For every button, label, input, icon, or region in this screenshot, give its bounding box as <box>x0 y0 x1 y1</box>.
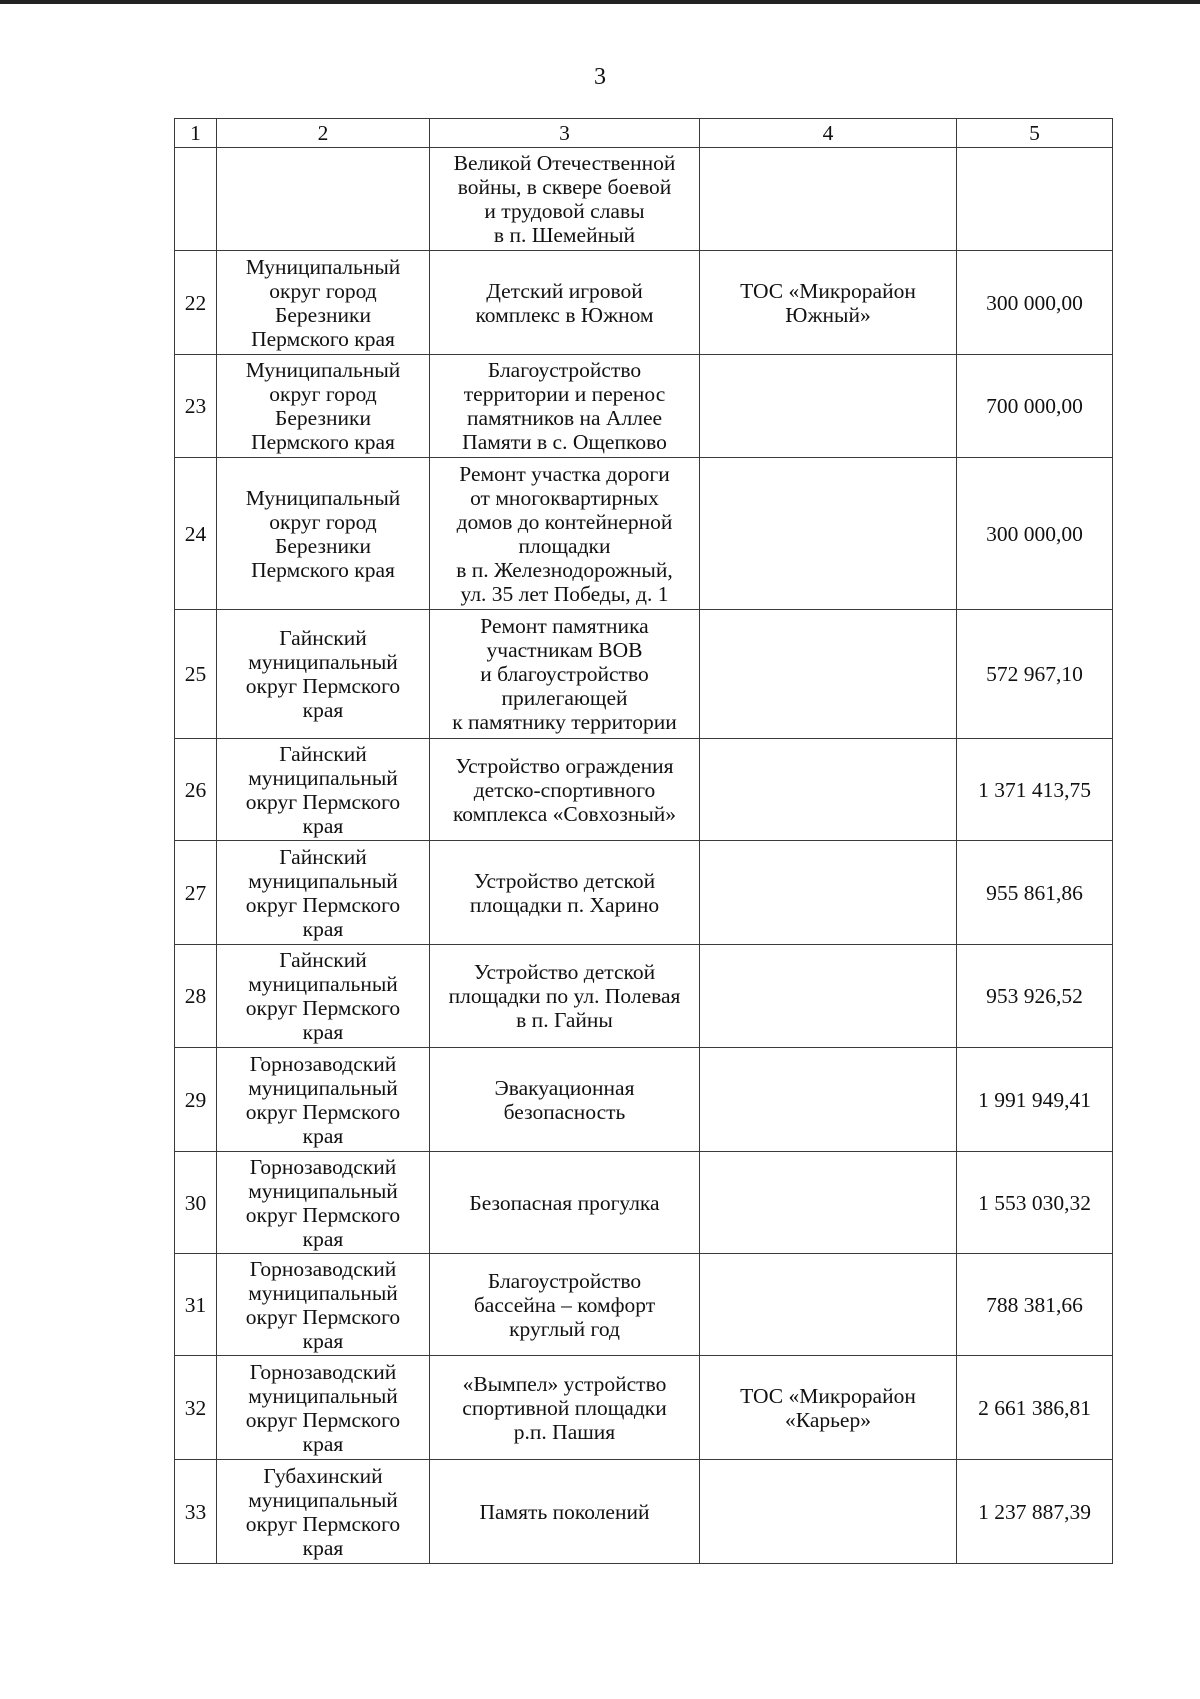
column-number-3: 3 <box>430 119 700 148</box>
row-number: 32 <box>175 1356 217 1460</box>
municipality-cell-line: Березники <box>275 533 371 558</box>
column-number-5: 5 <box>957 119 1113 148</box>
row-number: 31 <box>175 1254 217 1356</box>
municipality-cell-line: округ Пермского <box>245 1099 401 1124</box>
project-cell-line: площадки п. Харино <box>469 892 660 917</box>
project-cell <box>430 1152 700 1254</box>
project-cell-line: участникам ВОВ <box>486 638 643 662</box>
project-cell-line: Детский игровой <box>486 278 643 303</box>
project-cell <box>430 251 700 355</box>
municipality-cell-line: Муниципальный <box>245 485 401 510</box>
municipality-cell-line: Горнозаводский <box>249 1256 397 1281</box>
amount-cell: 1 553 030,32 <box>957 1152 1113 1254</box>
municipality-cell-line: Гайнский <box>279 844 367 869</box>
municipality-cell-line: Муниципальный <box>245 254 401 279</box>
project-cell-line: спортивной площадки <box>462 1395 667 1420</box>
row-number: 27 <box>175 841 217 945</box>
municipality-cell-line: муниципальный <box>248 1383 398 1408</box>
table-row <box>175 1254 1113 1356</box>
municipality-cell-line: Березники <box>275 302 371 327</box>
municipality-cell <box>217 945 430 1048</box>
project-cell-line: прилегающей <box>501 686 628 710</box>
table-row <box>175 739 1113 841</box>
municipality-cell-line: муниципальный <box>248 1075 398 1100</box>
table-row <box>175 355 1113 458</box>
municipality-cell-line: Березники <box>275 406 371 430</box>
project-cell-line: ул. 35 лет Победы, д. 1 <box>460 581 669 606</box>
project-cell-line: территории и перенос <box>463 382 666 406</box>
table-row <box>175 1152 1113 1254</box>
project-cell <box>430 1356 700 1460</box>
amount-cell: 700 000,00 <box>957 355 1113 458</box>
project-cell-line: памятников на Аллее <box>466 406 663 430</box>
municipality-cell <box>217 1048 430 1152</box>
project-cell-line: Благоустройство <box>487 1268 642 1293</box>
row-number: 30 <box>175 1152 217 1254</box>
project-cell-line: Безопасная прогулка <box>469 1190 660 1215</box>
amount-cell: 955 861,86 <box>957 841 1113 945</box>
municipality-cell-line: округ Пермского <box>245 1407 401 1432</box>
table-row <box>175 251 1113 355</box>
table-row <box>175 1048 1113 1152</box>
municipality-cell-line: округ Пермского <box>245 996 401 1020</box>
project-cell <box>430 841 700 945</box>
project-cell-line: «Вымпел» устройство <box>462 1371 667 1396</box>
municipality-cell-line: Пермского края <box>251 326 395 351</box>
row-number: 25 <box>175 610 217 739</box>
initiator-cell <box>700 355 957 458</box>
initiator-cell-line: ТОС «Микрорайон <box>740 1383 916 1408</box>
municipality-cell-line: края <box>302 1226 344 1251</box>
municipality-cell-line: Пермского края <box>251 557 395 582</box>
project-cell <box>430 1254 700 1356</box>
amount-cell: 1 991 949,41 <box>957 1048 1113 1152</box>
amount-cell: 300 000,00 <box>957 251 1113 355</box>
municipality-cell-line: округ город <box>269 382 377 406</box>
row-number: 29 <box>175 1048 217 1152</box>
municipality-cell <box>217 251 430 355</box>
municipality-cell-line: округ Пермского <box>245 1511 401 1536</box>
projects-table <box>174 118 1113 1564</box>
project-cell-line: домов до контейнерной <box>456 509 673 534</box>
project-cell <box>430 458 700 610</box>
initiator-cell <box>700 945 957 1048</box>
amount-cell: 572 967,10 <box>957 610 1113 739</box>
column-number-row <box>175 119 1113 148</box>
project-cell-line: в п. Гайны <box>516 1008 613 1032</box>
page-top-edge <box>0 0 1200 4</box>
project-cell-line: комплекс в Южном <box>475 302 654 327</box>
project-cell-line: круглый год <box>509 1316 620 1341</box>
row-number <box>175 148 217 251</box>
municipality-cell-line: муниципальный <box>248 650 398 674</box>
project-cell <box>430 610 700 739</box>
project-cell-line: в п. Железнодорожный, <box>456 557 673 582</box>
municipality-cell-line: округ Пермского <box>245 1202 401 1227</box>
project-cell <box>430 739 700 841</box>
municipality-cell-line: Муниципальный <box>245 358 401 382</box>
initiator-cell <box>700 739 957 841</box>
project-cell-line: безопасность <box>503 1099 626 1124</box>
project-cell-line: Устройство детской <box>473 868 656 893</box>
project-cell-line: комплекса «Совхозный» <box>452 801 677 826</box>
project-cell-line: детско-спортивного <box>473 777 656 802</box>
municipality-cell-line: края <box>302 1328 344 1353</box>
municipality-cell <box>217 1356 430 1460</box>
project-cell-line: Памяти в с. Ощепково <box>462 430 667 454</box>
initiator-cell <box>700 1356 957 1460</box>
table-row <box>175 841 1113 945</box>
municipality-cell-line: края <box>302 1020 344 1044</box>
project-cell-line: Память поколений <box>479 1499 650 1524</box>
project-cell-line: р.п. Пашия <box>513 1419 616 1444</box>
column-number-4: 4 <box>700 119 957 148</box>
project-cell-line: площадки по ул. Полевая <box>448 984 681 1008</box>
amount-cell: 1 371 413,75 <box>957 739 1113 841</box>
project-cell <box>430 1048 700 1152</box>
project-cell-line: площадки <box>518 533 611 558</box>
municipality-cell-line: округ город <box>269 278 377 303</box>
initiator-cell <box>700 1048 957 1152</box>
municipality-cell-line: Гайнский <box>279 741 367 766</box>
project-cell-line: Устройство детской <box>473 960 656 984</box>
project-cell-line: войны, в сквере боевой <box>457 175 672 199</box>
municipality-cell <box>217 458 430 610</box>
municipality-cell-line: края <box>302 1431 344 1456</box>
table-row <box>175 610 1113 739</box>
municipality-cell-line: края <box>302 813 344 838</box>
municipality-cell-line: края <box>302 916 344 941</box>
initiator-cell <box>700 1254 957 1356</box>
amount-cell: 953 926,52 <box>957 945 1113 1048</box>
initiator-cell-line: «Карьер» <box>785 1407 871 1432</box>
municipality-cell-line: муниципальный <box>248 1280 398 1305</box>
project-cell <box>430 355 700 458</box>
row-number: 33 <box>175 1460 217 1564</box>
project-cell-line: Ремонт участка дороги <box>459 461 670 486</box>
column-number-2: 2 <box>217 119 430 148</box>
project-cell-line: Эвакуационная <box>494 1075 635 1100</box>
municipality-cell-line: муниципальный <box>248 868 398 893</box>
row-number: 28 <box>175 945 217 1048</box>
project-cell-line: бассейна – комфорт <box>473 1292 656 1317</box>
project-cell-line: к памятнику территории <box>452 710 677 734</box>
municipality-cell <box>217 355 430 458</box>
initiator-cell <box>700 458 957 610</box>
municipality-cell-line: Губахинский <box>263 1463 383 1488</box>
table-row <box>175 1356 1113 1460</box>
table-row <box>175 1460 1113 1564</box>
municipality-cell <box>217 1152 430 1254</box>
municipality-cell <box>217 841 430 945</box>
initiator-cell-line: ТОС «Микрорайон <box>740 278 916 303</box>
project-cell-line: от многоквартирных <box>470 485 659 510</box>
initiator-cell-line: Южный» <box>785 302 871 327</box>
municipality-cell-line: муниципальный <box>248 1178 398 1203</box>
project-cell <box>430 1460 700 1564</box>
municipality-cell-line: Гайнский <box>279 626 367 650</box>
municipality-cell-line: округ город <box>269 509 377 534</box>
municipality-cell-line: Пермского края <box>251 430 395 454</box>
row-number: 26 <box>175 739 217 841</box>
municipality-cell-line: края <box>302 698 344 722</box>
amount-cell <box>957 148 1113 251</box>
projects-table-body <box>175 119 1113 1564</box>
municipality-cell-line: округ Пермского <box>245 789 401 814</box>
municipality-cell-line: муниципальный <box>248 1487 398 1512</box>
amount-cell: 2 661 386,81 <box>957 1356 1113 1460</box>
municipality-cell-line: муниципальный <box>248 765 398 790</box>
column-number-1: 1 <box>175 119 217 148</box>
project-cell-line: и благоустройство <box>480 662 649 686</box>
project-cell-line: Благоустройство <box>487 358 642 382</box>
project-cell <box>430 148 700 251</box>
municipality-cell-line: муниципальный <box>248 972 398 996</box>
project-cell-line: в п. Шемейный <box>493 223 636 247</box>
amount-cell: 788 381,66 <box>957 1254 1113 1356</box>
initiator-cell <box>700 1460 957 1564</box>
page-number: 3 <box>594 64 606 90</box>
table-row <box>175 148 1113 251</box>
municipality-cell-line: округ Пермского <box>245 1304 401 1329</box>
initiator-cell <box>700 1152 957 1254</box>
municipality-cell-line: Горнозаводский <box>249 1051 397 1076</box>
municipality-cell <box>217 148 430 251</box>
project-cell-line: и трудовой славы <box>484 199 645 223</box>
initiator-cell <box>700 251 957 355</box>
row-number: 23 <box>175 355 217 458</box>
municipality-cell <box>217 1460 430 1564</box>
initiator-cell <box>700 148 957 251</box>
initiator-cell <box>700 841 957 945</box>
project-cell-line: Ремонт памятника <box>480 614 649 638</box>
municipality-cell <box>217 610 430 739</box>
project-cell-line: Великой Отечественной <box>453 151 676 175</box>
table-row <box>175 458 1113 610</box>
municipality-cell-line: Горнозаводский <box>249 1154 397 1179</box>
municipality-cell <box>217 739 430 841</box>
municipality-cell-line: края <box>302 1535 344 1560</box>
table-row <box>175 945 1113 1048</box>
municipality-cell-line: округ Пермского <box>245 674 401 698</box>
municipality-cell-line: Гайнский <box>279 948 367 972</box>
project-cell <box>430 945 700 1048</box>
municipality-cell-line: округ Пермского <box>245 892 401 917</box>
amount-cell: 1 237 887,39 <box>957 1460 1113 1564</box>
initiator-cell <box>700 610 957 739</box>
municipality-cell <box>217 1254 430 1356</box>
row-number: 24 <box>175 458 217 610</box>
amount-cell: 300 000,00 <box>957 458 1113 610</box>
municipality-cell-line: края <box>302 1123 344 1148</box>
municipality-cell-line: Горнозаводский <box>249 1359 397 1384</box>
row-number: 22 <box>175 251 217 355</box>
project-cell-line: Устройство ограждения <box>455 753 674 778</box>
